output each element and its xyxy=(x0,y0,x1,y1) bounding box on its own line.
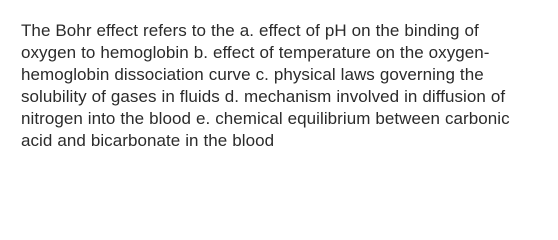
question-line: The Bohr effect refers to the a. effect of pH on the binding of xyxy=(21,21,479,40)
question-line: solubility of gases in fluids d. mechanism involved in diffusion of xyxy=(21,87,506,106)
question-text xyxy=(21,20,551,152)
question-line: hemoglobin dissociation curve c. physical laws governing the xyxy=(21,65,484,84)
question-line: acid and bicarbonate in the blood xyxy=(21,131,275,150)
question-line: nitrogen into the blood e. chemical equilibrium between carbonic xyxy=(21,109,510,128)
question-line: oxygen to hemoglobin b. effect of temperature on the oxygen- xyxy=(21,43,490,62)
